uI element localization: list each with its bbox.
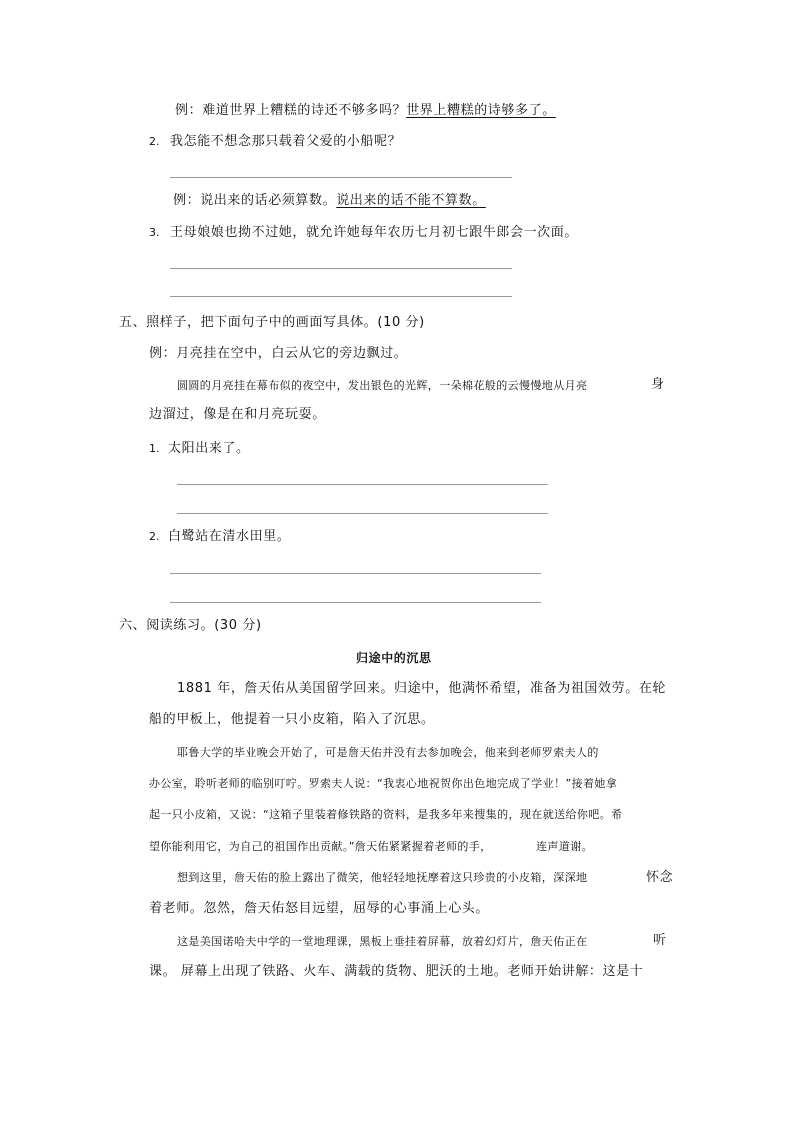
section-5-example-answer-line1-end: 身 [651,377,665,392]
passage-p3-line1a: 想到这里，詹天佑的脸上露出了微笑，他轻轻地抚摩着这只珍贵的小皮箱，深深地 [177,871,588,884]
question-3-number: 3. [149,226,160,239]
question-2-number: 2. [149,135,160,148]
passage-p2-line2: 办公室，聆听老师的临别叮咛。罗索夫人说：“我衷心地祝贺你出色地完成了学业！”接着她拿 [149,777,618,790]
passage-p3-line1b: 怀念 [646,870,674,885]
passage-p4-line1b: 听 [653,933,667,948]
question-3-text: 王母娘娘也拗不过她，就允许她每年农历七月初七跟牛郎会一次面。 [170,225,579,240]
passage-p2-line4b: 连声道谢。 [536,840,593,853]
passage-p2-line4a: 望你能利用它，为自己的祖国作出贡献。”詹天佑紧紧握着老师的手， [149,840,492,853]
section-5-example: 例：月亮挂在空中，白云从它的旁边飘过。 [149,346,408,361]
section-5-q1-number: 1. [149,442,160,455]
section-5-example-answer-line2: 边溜过，像是在和月亮玩耍。 [149,407,326,422]
example-1-label: 例：难道世界上糟糕的诗还不够多吗？ [175,103,407,118]
passage-p3-line2: 着老师。忽然，詹天佑怒目远望，屈辱的心事涌上心头。 [149,901,490,916]
answer-line[interactable] [170,177,512,178]
answer-line[interactable] [170,296,512,297]
section-5-q1-text: 太阳出来了。 [168,441,250,456]
section-5-title: 五、照样子，把下面句子中的画面写具体。(10 分) [119,315,425,330]
example-2 [173,192,486,210]
passage-p1-line1: 1881 年，詹天佑从美国留学回来。归途中，他满怀希望，准备为祖国效劳。在轮 [177,681,667,696]
answer-line[interactable] [170,573,541,574]
passage-p1-line2: 船的甲板上，他提着一只小皮箱，陷入了沉思。 [149,712,435,727]
answer-line[interactable] [177,484,548,485]
section-5-example-answer-line1: 圆圆的月亮挂在幕布似的夜空中，发出银色的光辉，一朵棉花般的云慢慢地从月亮 [177,379,588,392]
example-1-answer: 世界上糟糕的诗够多了。 [406,103,556,118]
answer-line[interactable] [170,268,512,269]
example-2-answer: 说出来的话不能不算数。 [336,193,486,208]
passage-p4-line1a: 这是美国诺哈夫中学的一堂地理课，黑板上垂挂着屏幕，放着幻灯片，詹天佑正在 [177,935,588,948]
passage-p2-line1: 耶鲁大学的毕业晚会开始了，可是詹天佑并没有去参加晚会，他来到老师罗索夫人的 [177,746,599,759]
section-5-q2-text: 白鹭站在清水田里。 [168,529,291,544]
answer-line[interactable] [177,513,548,514]
answer-line[interactable] [170,602,541,603]
example-2-label: 例：说出来的话必须算数。 [173,193,337,208]
example-1 [175,102,556,120]
section-6-title: 六、阅读练习。(30 分) [119,618,262,633]
section-5-q2-number: 2. [149,530,160,543]
question-2-text: 我怎能不想念那只载着父爱的小船呢？ [170,134,402,149]
passage-p4-line2: 课。 屏幕上出现了铁路、火车、满载的货物、肥沃的土地。老师开始讲解：这是十 [149,964,644,979]
passage-title: 归途中的沉思 [356,651,432,665]
passage-p2-line3: 起一只小皮箱，又说：“这箱子里装着修铁路的资料，是我多年来搜集的，现在就送给你吧。希 [149,808,623,821]
